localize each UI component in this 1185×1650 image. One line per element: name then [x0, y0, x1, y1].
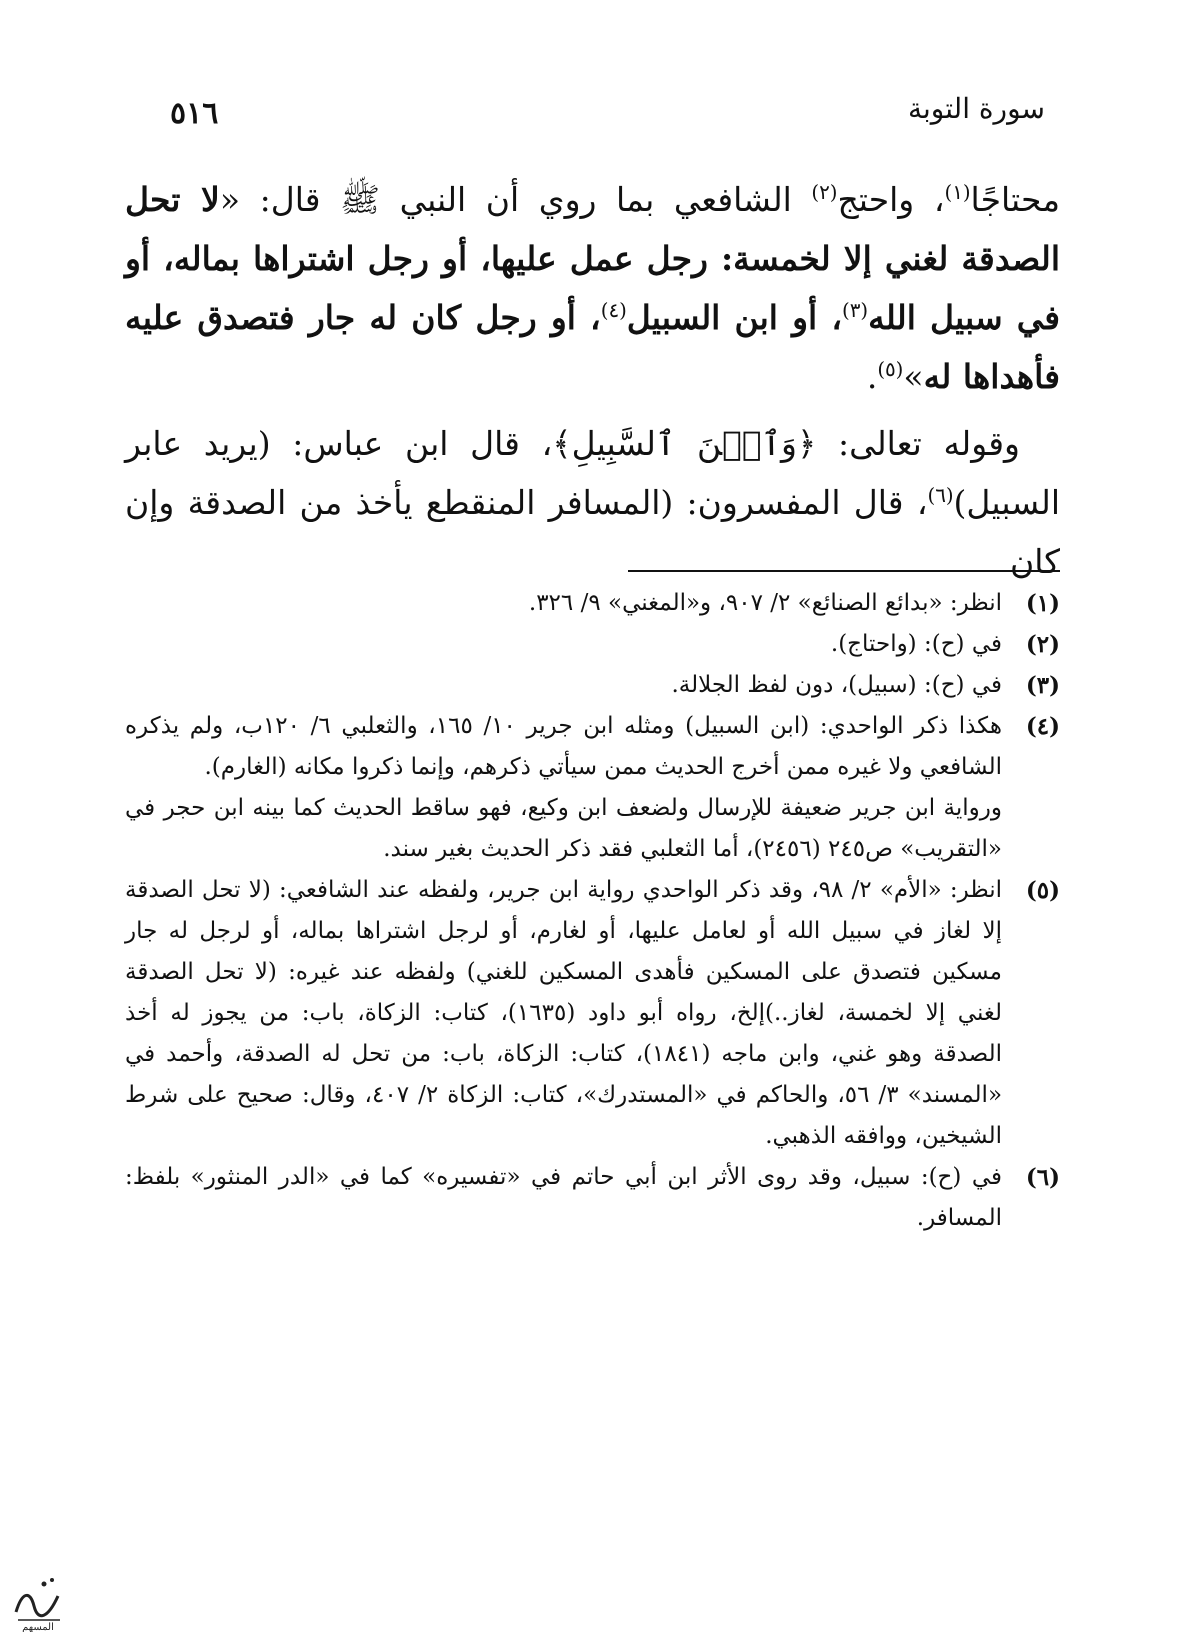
footnote-text: انظر: «الأم» ٢/ ٩٨، وقد ذكر الواحدي رواية ابن جرير، ولفظه عند الشافعي: (لا تحل الصدقة إلا لغاز في سبيل الله أو لعامل عليها، أو لغارم، أو لرجل اشتراها بماله، أو لرجل له جار مسكين فتصدق على المسكين فأهدى المسكين للغني) ولفظه عند غيره: (لا تحل الصدقة لغني إلا لخمسة، لغاز..)إلخ، رواه أبو داود (١٦٣٥)، كتاب: الزكاة، باب: من يجوز له أخذ الصدقة وهو غني، وابن ماجه (١٨٤١)، كتاب: الزكاة، باب: من تحل له الصدقة، وأحمد في «المسند» ٣/ ٥٦، والحاكم في «المستدرك»، كتاب: الزكاة ٢/ ٤٠٧، وقال: صحيح على شرط الشيخين، ووافقه الذهبي.	[125, 877, 1003, 1149]
text-run: »	[903, 357, 924, 396]
footnote-text: ورواية ابن جرير ضعيفة للإرسال ولضعف ابن وكيع، فهو ساقط الحديث كما بينه ابن حجر في «التقريب» ص٢٤٥ (٢٤٥٦)، أما الثعلبي فقد ذكر الحديث بغير سند.	[125, 795, 1002, 862]
footnote-number: (٥)	[1025, 877, 1060, 904]
footnote-ref-4[interactable]: (٤)	[600, 299, 627, 322]
footnote-6	[125, 1157, 1060, 1239]
hadith-text: لا تحل الصدقة لغني إلا لخمسة: رجل عمل عليها، أو رجل اشتراها بماله، أو في سبيل الله	[125, 180, 1061, 337]
footnote-number: (٦)	[1025, 1164, 1060, 1191]
footnote-text: في (ح): (سبيل)، دون لفظ الجلالة.	[671, 672, 1002, 698]
footnote-4	[125, 706, 1060, 870]
text-run: وقوله تعالى: ﴿وَٱبۡنَ ٱلسَّبِيلِ﴾، قال ابن عباس: (يريد عابر السبيل)	[125, 424, 1060, 522]
hadith-text: ، أو ابن السبيل	[626, 298, 842, 337]
footnote-ref-1[interactable]: (١)	[944, 181, 971, 204]
text-run: الشافعي بما روي أن النبي ﷺ قال: «	[219, 180, 812, 219]
footnotes	[125, 583, 1060, 1239]
text-run: .	[866, 357, 878, 396]
footnote-text: في (ح): (واحتاج).	[830, 631, 1002, 657]
footnote-number: (٢)	[1025, 631, 1060, 658]
footnote-number: (١)	[1025, 590, 1060, 617]
paragraph-1	[125, 170, 1060, 406]
footnote-1	[125, 583, 1060, 624]
footnote-ref-5[interactable]: (٥)	[877, 358, 904, 381]
page-number: ٥١٦	[170, 96, 219, 131]
text-run: ، واحتج	[837, 180, 945, 219]
text-run: ، قال المفسرون: (المسافر المنقطع يأخذ من الصدقة وإن كان	[125, 483, 1060, 581]
footnote-divider	[628, 570, 1060, 572]
footnote-text: في (ح): سبيل، وقد روى الأثر ابن أبي حاتم في «تفسيره» كما في «الدر المنثور» بلفظ: المسافر.	[125, 1164, 1002, 1231]
footnote-ref-2[interactable]: (٢)	[811, 181, 838, 204]
footnote-text: هكذا ذكر الواحدي: (ابن السبيل) ومثله ابن جرير ١٠/ ١٦٥، والثعلبي ٦/ ١٢٠ب، ولم يذكره الشافعي ولا غيره ممن أخرج الحديث ممن سيأتي ذكرهم، وإنما ذكروا مكانه (الغارم).	[125, 713, 1003, 780]
text-run: محتاجًا	[970, 180, 1060, 219]
page-header	[170, 92, 1045, 142]
footnote-3	[125, 665, 1060, 706]
main-text	[125, 170, 1060, 591]
surah-title: سورة التوبة	[907, 92, 1045, 125]
footnote-number: (٣)	[1025, 672, 1060, 699]
publisher-logo	[8, 1562, 68, 1632]
logo-text: المسهم	[22, 1622, 54, 1632]
footnote-ref-6[interactable]: (٦)	[927, 484, 954, 507]
paragraph-2	[125, 414, 1060, 591]
footnote-text: انظر: «بدائع الصنائع» ٢/ ٩٠٧، و«المغني» ٩/ ٣٢٦.	[528, 590, 1002, 616]
hadith-text: ، أو رجل كان له جار فتصدق عليه فأهداها له	[125, 298, 1060, 396]
footnote-5	[125, 870, 1060, 1157]
footnote-ref-3[interactable]: (٣)	[842, 299, 869, 322]
footnote-number: (٤)	[1025, 713, 1060, 740]
footnote-2	[125, 624, 1060, 665]
